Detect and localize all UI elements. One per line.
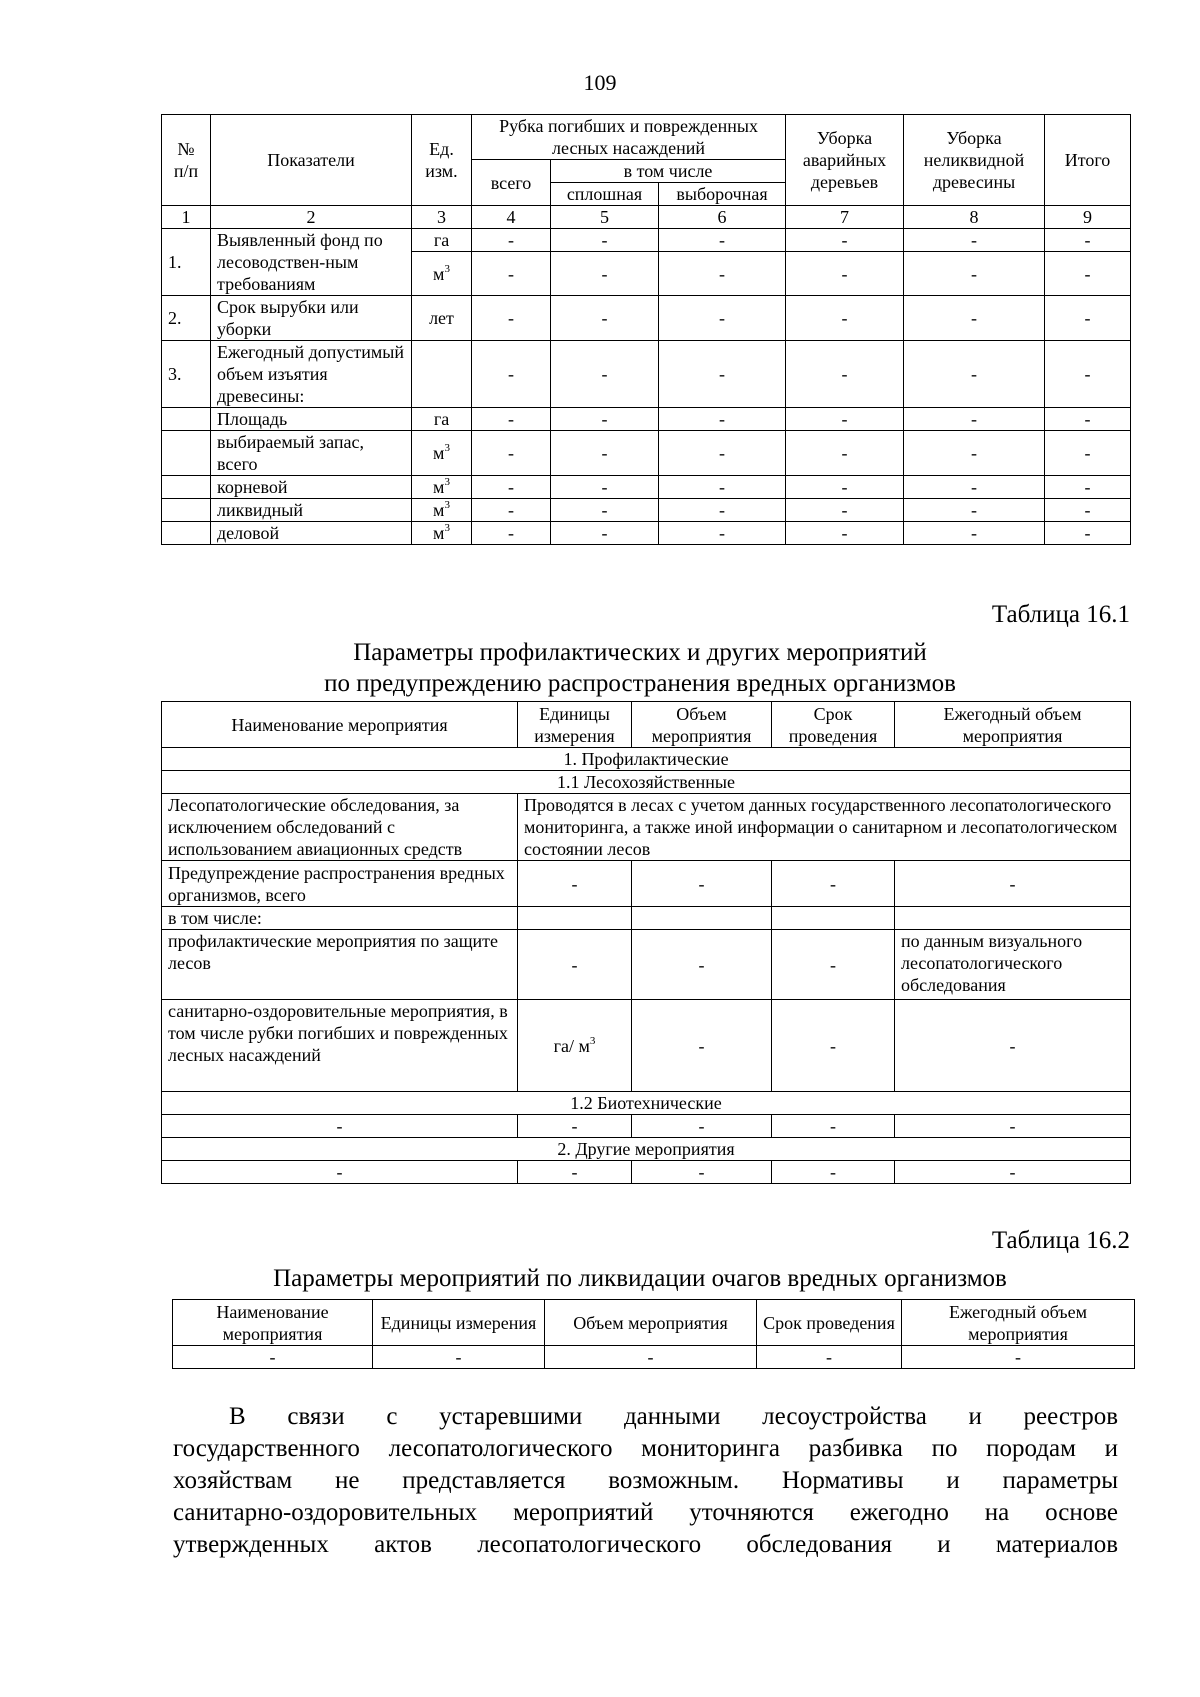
header-illiquid: Уборка неликвидной древесины bbox=[904, 115, 1045, 206]
prophylactic-table: Наименование мероприятия Единицы измерения Объем мероприятия Срок проведения Ежегодный объем мероприятия 1. Профилактические 1.1 Лесохозяйственные Лесопатологические обследования, за исключением обследований с использованием авиационных средств Проводятся в лесах с учетом данных государственного лесопатологического мониторинга, а также иной информации о санитарном и лесопатологическом состоянии лесов Предупреждение распространения вредных организмов, всего - - - - в том числе: профилактические мероприятия по защите лесов - - - по данным визуального лесопатологического обследования санитарно-оздоровительные мероприятия, в том числе рубки погибших и поврежденных лесных насаждений га/ $м^3$ - - - 1.2 Биотехнические - - - - - 2. Другие мероприятия - - - - - bbox=[161, 701, 1131, 1184]
felling-table bbox=[161, 114, 1131, 545]
header-emergency: Уборка аварийных деревьев bbox=[786, 115, 904, 206]
page-number: 109 bbox=[583, 70, 617, 95]
header-selective: выборочная bbox=[659, 183, 786, 206]
header-clear: сплошная bbox=[551, 183, 659, 206]
table-16-1-caption: Таблица 16.1 bbox=[991, 601, 1130, 628]
header-including: в том числе bbox=[551, 160, 786, 183]
liquidation-table: Наименование мероприятия Единицы измерения Объем мероприятия Срок проведения Ежегодный объем мероприятия - - - - - bbox=[172, 1299, 1135, 1369]
header-felling: Рубка погибших и поврежденных лесных насаждений bbox=[472, 115, 786, 160]
table-row: деловой $м^3$ - - - - - - bbox=[162, 522, 1131, 545]
table-16-1-title-line1: Параметры профилактических и других мероприятий bbox=[353, 639, 927, 666]
section-forestry: 1.1 Лесохозяйственные bbox=[162, 771, 1131, 794]
section-prophylactic: 1. Профилактические bbox=[162, 748, 1131, 771]
header-unit: Ед. изм. bbox=[412, 115, 472, 206]
table-16-2-title: Параметры мероприятий по ликвидации очагов вредных организмов bbox=[273, 1265, 1007, 1292]
table-16-2-caption: Таблица 16.2 bbox=[991, 1227, 1130, 1254]
table-row: корневой $м^3$ - - - - - - bbox=[162, 476, 1131, 499]
table-row: ликвидный $м^3$ - - - - - - bbox=[162, 499, 1131, 522]
table-16-1-title-line2: по предупреждению распространения вредных организмов bbox=[324, 670, 956, 697]
section-other: 2. Другие мероприятия bbox=[162, 1138, 1131, 1161]
col-number-row: 1 2 3 4 5 6 7 8 9 bbox=[162, 206, 1131, 229]
table-row: 2. Срок вырубки или уборки лет - - - - - - bbox=[162, 296, 1131, 341]
header-num: № п/п bbox=[162, 115, 211, 206]
header-total: всего bbox=[472, 160, 551, 206]
table-row: Площадь га - - - - - - bbox=[162, 408, 1131, 431]
table-row: выбираемый запас, всего $м^3$ - - - - - - bbox=[162, 431, 1131, 476]
table-row: $м^3$ - - - - - - bbox=[162, 252, 1131, 296]
section-biotechnical: 1.2 Биотехнические bbox=[162, 1092, 1131, 1115]
header-sum: Итого bbox=[1045, 115, 1131, 206]
header-indicators: Показатели bbox=[211, 115, 412, 206]
body-paragraph: В связи с устаревшими данными лесоустройства и реестров государственного лесопатологического мониторинга разбивка по породам и хозяйствам не представляется возможным. Нормативы и параметры санитарно-оздоровительных мероприятий уточняются ежегодно на основе утвержденных актов лесопатологического обследования и материалов bbox=[173, 1403, 1118, 1558]
table-row: 3. Ежегодный допустимый объем изъятия древесины: - - - - - - bbox=[162, 341, 1131, 408]
table-row: 1. Выявленный фонд по лесоводствен-ным требованиям га - - - - - - bbox=[162, 229, 1131, 252]
